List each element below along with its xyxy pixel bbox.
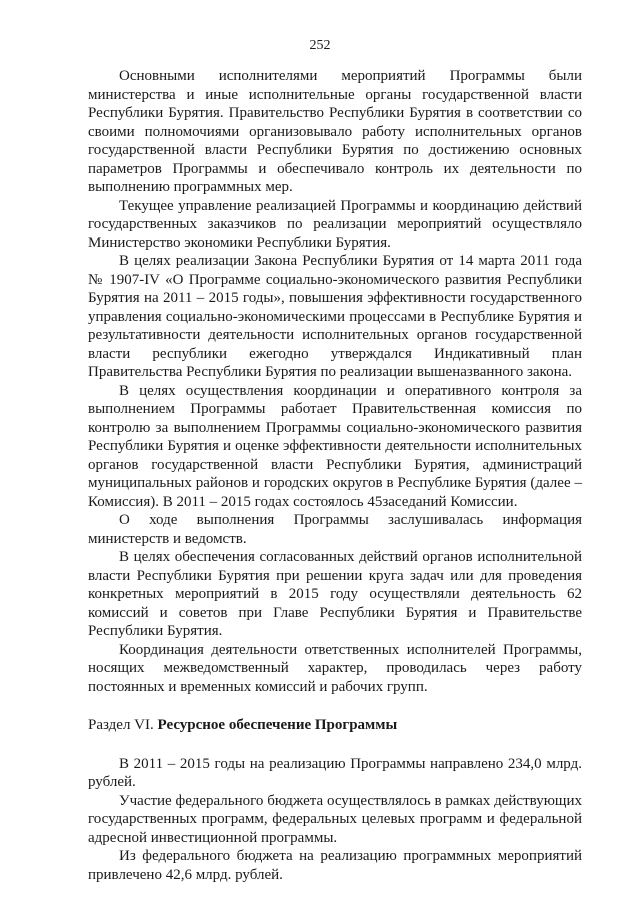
page-number: 252 [309,38,331,53]
paragraph: В целях осуществления координации и оперативного контроля за выполнением Программы работает Правительственная комиссия по контролю за выполнением Программы социально-экономического развития Республики Бурятия и оценке эффективности деятельности исполнительных органов государственной власти Республики Бурятия, администраций муниципальных районов и городских округов в Республике Бурятия (далее – Комиссия). В 2011 – 2015 годах состоялось 45заседаний Комиссии. [88,382,582,510]
paragraph: Текущее управление реализацией Программы и координацию действий государственных заказчиков по реализации мероприятий осуществляло Министерство экономики Республики Бурятия. [88,197,582,251]
document-body [88,67,582,884]
section-title: Ресурсное обеспечение Программы [157,717,398,733]
section-heading [88,716,582,735]
paragraph: Из федерального бюджета на реализацию программных мероприятий привлечено 42,6 млрд. рублей. [88,848,582,883]
paragraph: В 2011 – 2015 годы на реализацию Программы направлено 234,0 млрд. рублей. [88,755,582,790]
paragraph: В целях обеспечения согласованных действий органов исполнительной власти Республики Бурятия при решении круга задач или для проведения конкретных мероприятий в 2015 году осуществляли деятельность 62 комиссий и советов при Главе Республики Бурятия и Правительстве Республики Бурятия. [88,549,582,639]
paragraph: В целях реализации Закона Республики Бурятия от 14 марта 2011 года № 1907-IV «О Программе социально-экономического развития Республики Бурятия на 2011 – 2015 годы», повышения эффективности государственного управления социально-экономическими процессами в Республике Бурятия и результативности деятельности исполнительных органов государственной власти республики ежегодно утверждался Индикативный план Правительства Республики Бурятия по реализации вышеназванного закона. [88,253,582,380]
paragraph: О ходе выполнения Программы заслушивалась информация министерств и ведомств. [88,512,582,547]
paragraph: Координация деятельности ответственных исполнителей Программы, носящих межведомственный характер, проводилась через работу постоянных и временных комиссий и рабочих групп. [88,641,582,695]
paragraph: Основными исполнителями мероприятий Программы были министерства и иные исполнительные органы государственной власти Республики Бурятия. Правительство Республики Бурятия в соответствии со своими полномочиями организовывало работу исполнительных органов государственной власти Республики Бурятия по достижению основных параметров Программы и обеспечивало контроль их деятельности по выполнению программных мер. [88,68,582,195]
section-prefix: Раздел VI. [88,717,158,733]
paragraph: Участие федерального бюджета осуществлялось в рамках действующих государственных программ, федеральных целевых программ и федеральной адресной инвестиционной программы. [88,792,582,846]
